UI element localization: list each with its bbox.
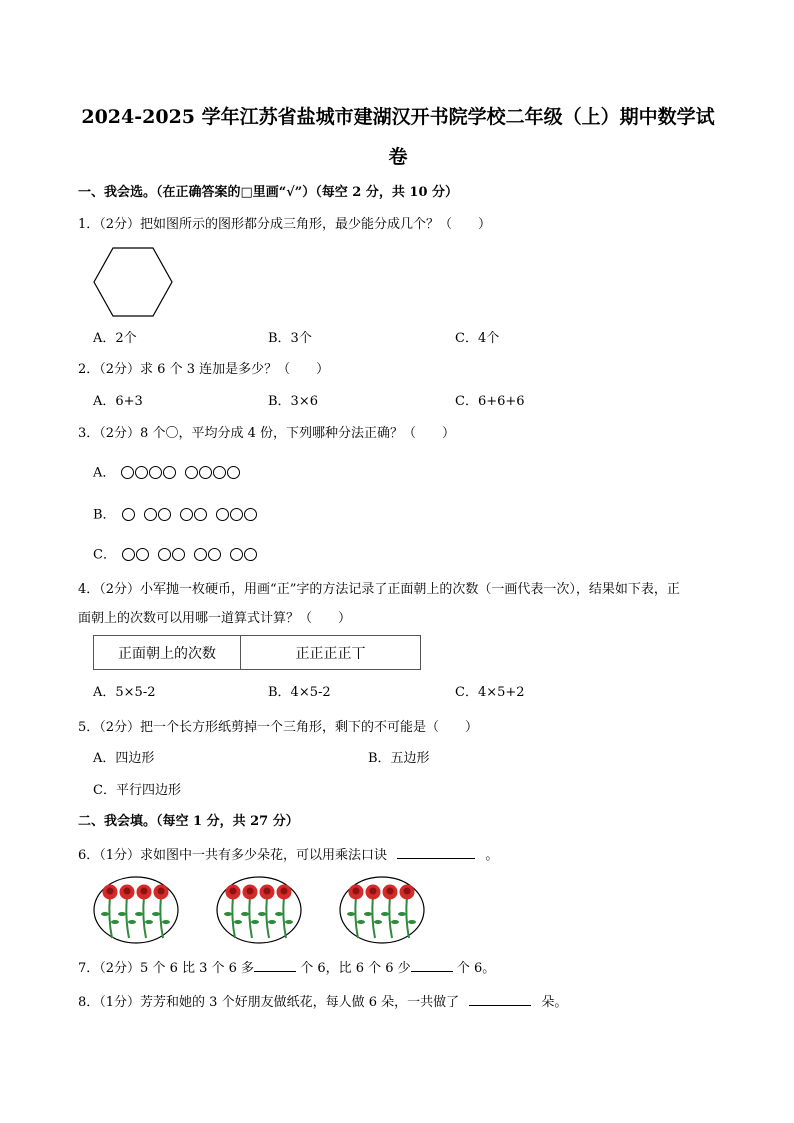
circle-group xyxy=(230,545,258,565)
rose-icon xyxy=(381,885,399,939)
circle-icon xyxy=(158,548,171,561)
q3-circles-c xyxy=(122,545,266,565)
question-4-text-line1: 4．（2分）小军抛一枚硬币，用画“正”字的方法记录了正面朝上的次数（一画代表一次），结果如下表，正 xyxy=(78,582,680,597)
circle-icon xyxy=(194,548,207,561)
q4-option-a[interactable]: A．5×5-2 xyxy=(93,685,156,700)
q8-answer-blank[interactable] xyxy=(469,991,531,1006)
circle-group xyxy=(122,545,150,565)
flower-group xyxy=(94,877,178,943)
circle-icon xyxy=(136,548,149,561)
hexagon-figure xyxy=(92,246,174,318)
exam-title-line1: 2024-2025 学年江苏省盐城市建湖汉开书院学校二年级（上）期中数学试 xyxy=(81,106,715,128)
flower-group xyxy=(217,877,301,943)
rose-icon xyxy=(275,885,293,939)
circle-icon xyxy=(149,466,162,479)
q3-circles-b xyxy=(122,505,266,525)
tally-table-label: 正面朝上的次数 xyxy=(94,636,241,670)
rose-icon xyxy=(152,885,170,939)
question-7-text xyxy=(78,957,495,979)
rose-icon xyxy=(135,885,153,939)
q3-option-b[interactable] xyxy=(93,505,266,526)
exam-title-line2: 卷 xyxy=(388,146,408,168)
q3-option-c-label: C． xyxy=(93,547,116,563)
circle-icon xyxy=(230,508,243,521)
q4-option-b[interactable]: B．4×5-2 xyxy=(268,685,331,700)
q7-text-a: 7．（2分）5 个 6 比 3 个 6 多 xyxy=(78,961,255,976)
circle-icon xyxy=(121,466,134,479)
circle-icon xyxy=(199,466,212,479)
circle-icon xyxy=(122,548,135,561)
q6-text-after: 。 xyxy=(485,848,499,863)
circle-icon xyxy=(213,466,226,479)
circle-group xyxy=(121,463,177,483)
rose-icon xyxy=(224,885,242,939)
q7-text-c: 个 6。 xyxy=(456,961,496,976)
q1-option-c[interactable]: C．4个 xyxy=(455,331,500,346)
circle-icon xyxy=(227,466,240,479)
q4-option-c[interactable]: C．4×5+2 xyxy=(455,685,525,700)
circle-icon xyxy=(194,508,207,521)
flower-group xyxy=(340,877,424,943)
q3-option-b-label: B． xyxy=(93,507,116,523)
rose-icon xyxy=(258,885,276,939)
circle-icon xyxy=(230,548,243,561)
tally-table xyxy=(93,635,421,670)
circle-group xyxy=(185,463,241,483)
circle-group xyxy=(158,545,186,565)
circle-icon xyxy=(244,548,257,561)
q7-text-b: 个 6，比 6 个 6 少 xyxy=(300,961,411,976)
circle-icon xyxy=(172,548,185,561)
question-4-text-line2: 面朝上的次数可以用哪一道算式计算？（ ） xyxy=(78,611,352,626)
circle-group xyxy=(144,505,172,525)
question-5-text: 5．（2分）把一个长方形纸剪掉一个三角形，剩下的不可能是（ ） xyxy=(78,720,479,735)
q3-option-a-label: A． xyxy=(93,465,116,481)
q1-option-a[interactable]: A．2个 xyxy=(93,331,137,346)
circle-icon xyxy=(158,508,171,521)
circle-icon xyxy=(135,466,148,479)
q1-option-b[interactable]: B．3个 xyxy=(268,331,312,346)
flower-groups-figure xyxy=(92,874,472,946)
circle-group xyxy=(122,505,136,525)
circle-icon xyxy=(144,508,157,521)
q3-circles-a xyxy=(121,463,249,483)
rose-icon xyxy=(347,885,365,939)
q3-option-a[interactable] xyxy=(93,463,249,484)
section-2-heading: 二、我会填。（每空 1 分，共 27 分） xyxy=(78,814,299,829)
q2-option-a[interactable]: A．6+3 xyxy=(93,394,143,409)
circle-icon xyxy=(208,548,221,561)
circle-icon xyxy=(180,508,193,521)
question-1-text: 1．（2分）把如图所示的图形都分成三角形，最少能分成几个？（ ） xyxy=(78,217,492,232)
circle-group xyxy=(216,505,258,525)
question-6-text xyxy=(78,844,498,866)
q5-option-c[interactable]: C．平行四边形 xyxy=(93,783,181,798)
rose-icon xyxy=(118,885,136,939)
q7-answer-blank-1[interactable] xyxy=(254,957,296,972)
q5-option-a[interactable]: A．四边形 xyxy=(93,751,155,766)
q8-text-before: 8．（1分）芳芳和她的 3 个好朋友做纸花，每人做 6 朵，一共做了 xyxy=(78,995,460,1010)
circle-group xyxy=(180,505,208,525)
question-2-text: 2．（2分）求 6 个 3 连加是多少？（ ） xyxy=(78,362,330,377)
q7-answer-blank-2[interactable] xyxy=(411,957,453,972)
section-1-heading: 一、我会选。（在正确答案的□里画“√”）（每空 2 分，共 10 分） xyxy=(78,185,459,200)
circle-icon xyxy=(122,508,135,521)
circle-icon xyxy=(244,508,257,521)
q3-option-c[interactable] xyxy=(93,545,266,566)
q6-text-before: 6．（1分）求如图中一共有多少朵花，可以用乘法口诀 xyxy=(78,848,388,863)
tally-table-value: 正正正正丅 xyxy=(241,636,421,670)
circle-group xyxy=(194,545,222,565)
circle-icon xyxy=(163,466,176,479)
question-8-text xyxy=(78,991,567,1013)
q6-answer-blank[interactable] xyxy=(397,844,475,859)
q8-text-after: 朵。 xyxy=(541,995,568,1010)
rose-icon xyxy=(101,885,119,939)
rose-icon xyxy=(241,885,259,939)
q2-option-c[interactable]: C．6+6+6 xyxy=(455,394,525,409)
circle-icon xyxy=(185,466,198,479)
q2-option-b[interactable]: B．3×6 xyxy=(268,394,318,409)
circle-icon xyxy=(216,508,229,521)
rose-icon xyxy=(398,885,416,939)
rose-icon xyxy=(364,885,382,939)
question-3-text: 3．（2分）8 个〇，平均分成 4 份，下列哪种分法正确？（ ） xyxy=(78,426,455,441)
q5-option-b[interactable]: B．五边形 xyxy=(368,751,430,766)
